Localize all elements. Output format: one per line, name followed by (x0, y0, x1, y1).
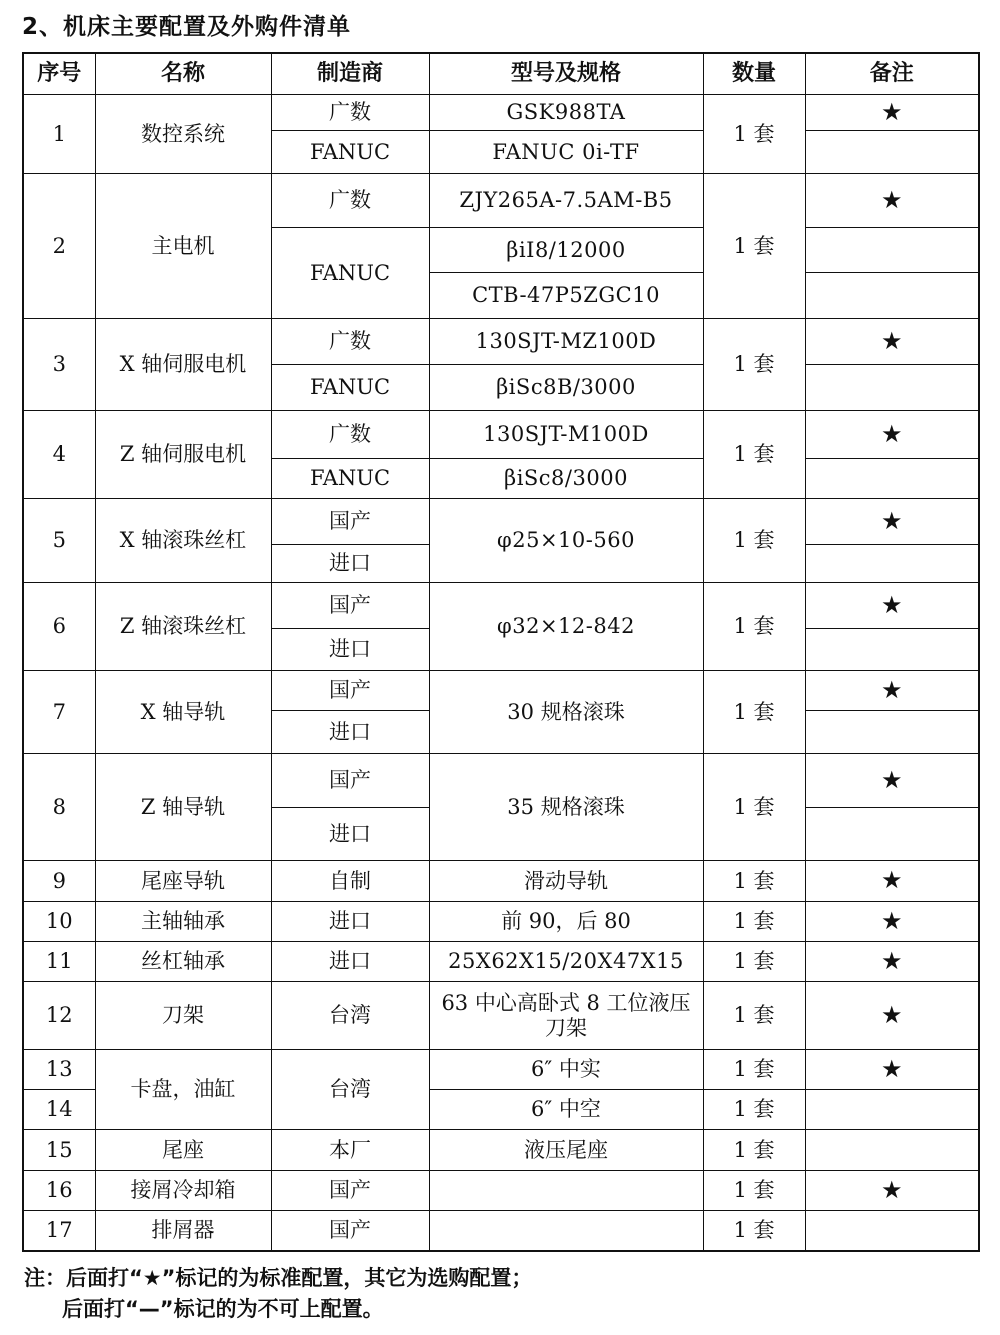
row-no: 11 (23, 942, 95, 982)
table-row (23, 754, 979, 808)
row-qty: 1 套 (703, 583, 805, 671)
row-name: Z 轴伺服电机 (95, 411, 271, 499)
row-name: 丝杠轴承 (95, 942, 271, 982)
row-name: 卡盘，油缸 (95, 1050, 271, 1130)
row-remark (805, 131, 979, 174)
row-qty: 1 套 (703, 95, 805, 174)
header-maker: 制造商 (271, 53, 429, 95)
row-qty: 1 套 (703, 1171, 805, 1211)
row-spec: 63 中心高卧式 8 工位液压刀架 (429, 982, 703, 1050)
row-remark (805, 365, 979, 411)
row-name: 接屑冷却箱 (95, 1171, 271, 1211)
row-remark (805, 228, 979, 273)
table-row (23, 982, 979, 1050)
row-maker: FANUC (271, 131, 429, 174)
star-icon: ★ (805, 319, 979, 365)
row-spec: βiI8/12000 (429, 228, 703, 273)
page-title: 2、机床主要配置及外购件清单 (22, 14, 352, 40)
row-qty: 1 套 (703, 411, 805, 499)
note-line-1: 注：后面打“★”标记的为标准配置，其它为选购配置； (24, 1266, 533, 1290)
row-qty: 1 套 (703, 499, 805, 583)
row-remark (805, 1130, 979, 1171)
table-row (23, 95, 979, 131)
header-spec: 型号及规格 (429, 53, 703, 95)
row-maker: 进口 (271, 629, 429, 671)
row-spec: 6″ 中空 (429, 1090, 703, 1130)
table-row (23, 861, 979, 902)
row-maker: 广数 (271, 95, 429, 131)
star-icon: ★ (805, 1171, 979, 1211)
row-maker: 自制 (271, 861, 429, 902)
table-row (23, 583, 979, 629)
row-maker: 广数 (271, 411, 429, 459)
note-line-2: 后面打“—”标记的为不可上配置。 (62, 1297, 384, 1321)
row-no: 2 (23, 174, 95, 319)
row-spec: βiSc8/3000 (429, 459, 703, 499)
row-qty: 1 套 (703, 1090, 805, 1130)
row-no: 12 (23, 982, 95, 1050)
table-row (23, 411, 979, 459)
star-icon: ★ (805, 95, 979, 131)
row-maker: 进口 (271, 902, 429, 942)
row-no: 6 (23, 583, 95, 671)
row-spec: ZJY265A-7.5AM-B5 (429, 174, 703, 228)
row-qty: 1 套 (703, 1050, 805, 1090)
row-spec: GSK988TA (429, 95, 703, 131)
row-spec: FANUC 0i-TF (429, 131, 703, 174)
row-no: 15 (23, 1130, 95, 1171)
row-spec: 130SJT-M100D (429, 411, 703, 459)
row-maker: 台湾 (271, 982, 429, 1050)
row-name: 主轴轴承 (95, 902, 271, 942)
star-icon: ★ (805, 583, 979, 629)
table-row (23, 902, 979, 942)
header-remark: 备注 (805, 53, 979, 95)
star-icon: ★ (805, 499, 979, 545)
row-no: 8 (23, 754, 95, 861)
row-no: 1 (23, 95, 95, 174)
row-no: 7 (23, 671, 95, 754)
row-name: 排屑器 (95, 1211, 271, 1251)
row-remark (805, 711, 979, 754)
row-remark (805, 808, 979, 861)
row-no: 10 (23, 902, 95, 942)
row-maker: 进口 (271, 942, 429, 982)
table-row (23, 671, 979, 711)
row-name: X 轴滚珠丝杠 (95, 499, 271, 583)
row-maker: FANUC (271, 365, 429, 411)
row-spec: 6″ 中实 (429, 1050, 703, 1090)
row-spec: φ32×12-842 (429, 583, 703, 671)
parts-table (22, 52, 980, 1252)
row-remark (805, 273, 979, 319)
row-name: 尾座 (95, 1130, 271, 1171)
table-row (23, 942, 979, 982)
header-name: 名称 (95, 53, 271, 95)
header-no: 序号 (23, 53, 95, 95)
row-name: Z 轴导轨 (95, 754, 271, 861)
row-maker: 国产 (271, 1211, 429, 1251)
row-no: 13 (23, 1050, 95, 1090)
star-icon: ★ (805, 902, 979, 942)
row-maker: 本厂 (271, 1130, 429, 1171)
row-no: 9 (23, 861, 95, 902)
row-name: 刀架 (95, 982, 271, 1050)
row-maker: 广数 (271, 319, 429, 365)
table-row (23, 1211, 979, 1251)
row-qty: 1 套 (703, 902, 805, 942)
row-name: X 轴伺服电机 (95, 319, 271, 411)
row-maker: 进口 (271, 808, 429, 861)
row-spec: 液压尾座 (429, 1130, 703, 1171)
star-icon: ★ (805, 174, 979, 228)
row-spec: βiSc8B/3000 (429, 365, 703, 411)
row-name: 尾座导轨 (95, 861, 271, 902)
star-icon: ★ (805, 754, 979, 808)
row-qty: 1 套 (703, 982, 805, 1050)
header-row (23, 53, 979, 95)
row-name: Z 轴滚珠丝杠 (95, 583, 271, 671)
star-icon: ★ (805, 1050, 979, 1090)
table-row (23, 319, 979, 365)
star-icon: ★ (805, 861, 979, 902)
row-maker: 国产 (271, 1171, 429, 1211)
row-name: 主电机 (95, 174, 271, 319)
row-spec: CTB-47P5ZGC10 (429, 273, 703, 319)
row-spec: 130SJT-MZ100D (429, 319, 703, 365)
star-icon: ★ (805, 671, 979, 711)
row-spec: 前 90，后 80 (429, 902, 703, 942)
row-maker: 台湾 (271, 1050, 429, 1130)
row-qty: 1 套 (703, 861, 805, 902)
row-qty: 1 套 (703, 754, 805, 861)
row-spec (429, 1171, 703, 1211)
row-spec (429, 1211, 703, 1251)
table-row (23, 499, 979, 545)
row-qty: 1 套 (703, 1130, 805, 1171)
row-maker: 进口 (271, 545, 429, 583)
row-maker: 国产 (271, 754, 429, 808)
row-remark (805, 1090, 979, 1130)
star-icon: ★ (805, 411, 979, 459)
row-spec: 35 规格滚珠 (429, 754, 703, 861)
row-qty: 1 套 (703, 942, 805, 982)
row-no: 17 (23, 1211, 95, 1251)
header-qty: 数量 (703, 53, 805, 95)
row-maker: 广数 (271, 174, 429, 228)
table-row (23, 1171, 979, 1211)
row-no: 3 (23, 319, 95, 411)
row-no: 16 (23, 1171, 95, 1211)
row-maker: FANUC (271, 228, 429, 319)
row-remark (805, 545, 979, 583)
row-maker: 国产 (271, 671, 429, 711)
row-no: 14 (23, 1090, 95, 1130)
row-no: 4 (23, 411, 95, 499)
row-qty: 1 套 (703, 174, 805, 319)
table-row (23, 174, 979, 228)
row-no: 5 (23, 499, 95, 583)
row-spec: 滑动导轨 (429, 861, 703, 902)
row-maker: 国产 (271, 499, 429, 545)
table-row (23, 1050, 979, 1090)
row-qty: 1 套 (703, 319, 805, 411)
row-spec: 30 规格滚珠 (429, 671, 703, 754)
row-spec: 25X62X15/20X47X15 (429, 942, 703, 982)
row-spec: φ25×10-560 (429, 499, 703, 583)
row-maker: 国产 (271, 583, 429, 629)
row-maker: 进口 (271, 711, 429, 754)
row-qty: 1 套 (703, 671, 805, 754)
row-remark (805, 629, 979, 671)
row-name: 数控系统 (95, 95, 271, 174)
row-qty: 1 套 (703, 1211, 805, 1251)
table-row (23, 1130, 979, 1171)
row-maker: FANUC (271, 459, 429, 499)
star-icon: ★ (805, 942, 979, 982)
row-remark (805, 459, 979, 499)
row-remark (805, 1211, 979, 1251)
star-icon: ★ (805, 982, 979, 1050)
row-name: X 轴导轨 (95, 671, 271, 754)
